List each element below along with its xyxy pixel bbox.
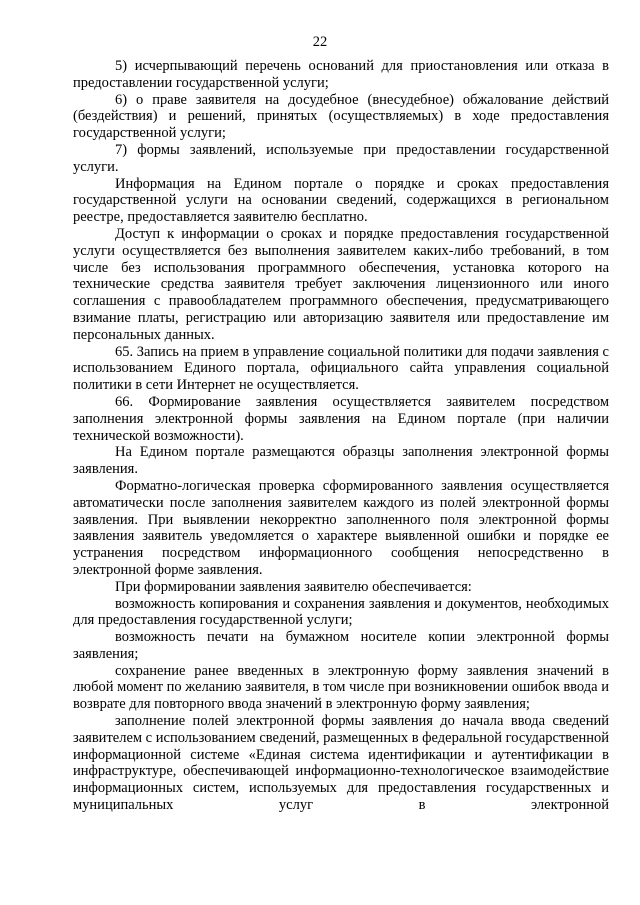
paragraph-copy-save: возможность копирования и сохранения заявления и документов, необходимых для предоставления государственной услуги; xyxy=(73,595,609,629)
paragraph-item-7: 7) формы заявлений, используемые при предоставлении государственной услуги. xyxy=(73,141,609,175)
paragraph-print: возможность печати на бумажном носителе копии электронной формы заявления; xyxy=(73,629,609,662)
paragraph-item-5: 5) исчерпывающий перечень оснований для приостановления или отказа в предоставлении государственной услуги; xyxy=(73,58,609,91)
document-body xyxy=(73,58,609,814)
paragraph-format-check: Форматно-логическая проверка сформированного заявления осуществляется автоматически после заполнения заявителем каждого из полей электронной формы заявления. При выявлении некорректно заполненного поля электронной формы заявления заявитель уведомляется о характере выявленной ошибки и порядке ее устранения посредством информационного сообщения непосредственно в электронной форме заявления. xyxy=(73,477,609,578)
paragraph-portal-info-free: Информация на Едином портале о порядке и сроках предоставления государственной услуги на основании сведений, содержащихся в региональном реестре, предоставляется заявителю бесплатно. xyxy=(73,175,609,226)
paragraph-access-conditions: Доступ к информации о сроках и порядке предоставления государственной услуги осуществляется без выполнения заявителем каких-либо требований, в том числе без использования программного обеспечения, установка которого на технические средства заявителя требует заключения лицензионного или иного соглашения с правообладателем программного обеспечения, предусматривающего взимание платы, регистрацию или авторизацию заявителя или предоставление им персональных данных. xyxy=(73,225,609,343)
paragraph-section-66: 66. Формирование заявления осуществляется заявителем посредством заполнения электронной формы заявления на Едином портале (при наличии технической возможности). xyxy=(73,393,609,444)
paragraph-save-values: сохранение ранее введенных в электронную форму заявления значений в любой момент по желанию заявителя, в том числе при возникновении ошибок ввода и возврате для повторного ввода значений в электронную форму заявления; xyxy=(73,662,609,713)
paragraph-form-samples: На Едином портале размещаются образцы заполнения электронной формы заявления. xyxy=(73,444,609,478)
page-number: 22 xyxy=(312,34,328,50)
paragraph-prefill-fields: заполнение полей электронной формы заявления до начала ввода сведений заявителем с использованием сведений, размещенных в федеральной государственной информационной системе «Единая система идентификации и аутентификации в инфраструктуре, обеспечивающей информационно-технологическое взаимодействие информационных систем, используемых для предоставления государственных и муниципальных услуг в электронной xyxy=(73,713,610,814)
paragraph-item-6: 6) о праве заявителя на досудебное (внесудебное) обжалование действий (бездействия) и решений, принятых (осуществляемых) в ходе предоставления государственной услуги; xyxy=(73,91,609,142)
paragraph-provisions-intro: При формировании заявления заявителю обеспечивается: xyxy=(115,578,472,595)
paragraph-section-65: 65. Запись на прием в управление социальной политики для подачи заявления с использованием Единого портала, официального сайта управления социальной политики в сети Интернет не осуществляется. xyxy=(73,343,609,394)
